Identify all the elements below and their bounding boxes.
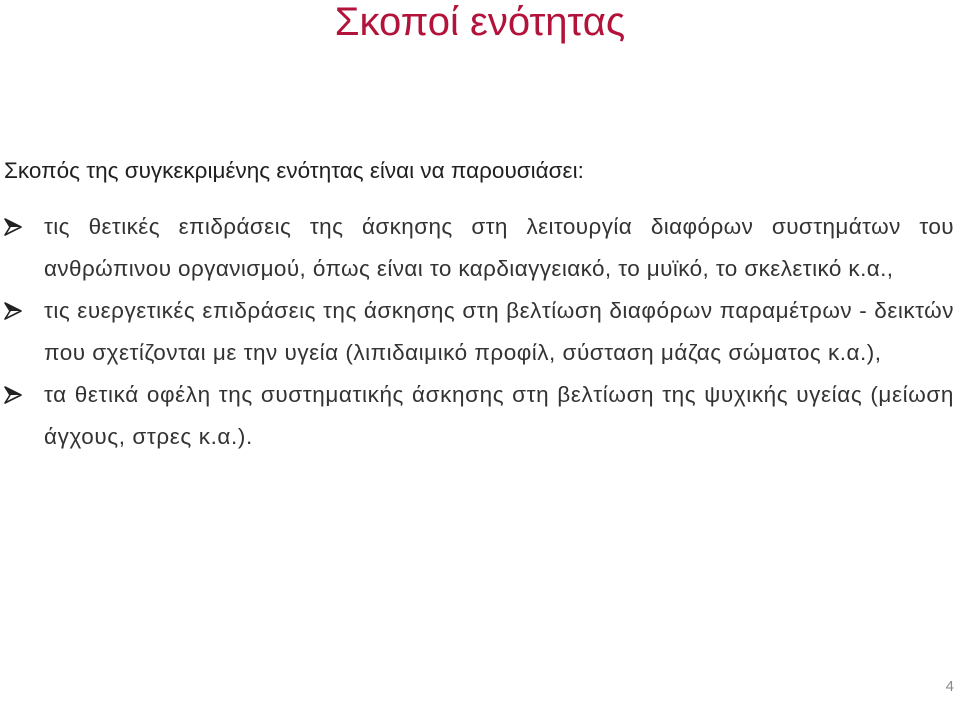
bullet-text: τις θετικές επιδράσεις της άσκησης στη λειτουργία διαφόρων συστημάτων του ανθρώπινου οργανισμού, όπως είναι το καρδιαγγειακό, το μυϊκό, το σκελετικό κ.α., (44, 214, 954, 281)
intro-text: Σκοπός της συγκεκριμένης ενότητας είναι να παρουσιάσει: (4, 158, 584, 183)
bullet-item (0, 290, 960, 374)
bullet-item (0, 206, 960, 290)
arrowhead-bullet-icon (3, 217, 23, 237)
slide-title: Σκοποί ενότητας (334, 0, 626, 44)
page-number: 4 (945, 678, 954, 695)
bullet-text: τα θετικά οφέλη της συστηματικής άσκησης στη βελτίωση της ψυχικής υγείας (μείωση άγχους, στρες κ.α.). (44, 382, 954, 449)
arrowhead-bullet-icon (3, 385, 23, 405)
bullet-text: τις ευεργετικές επιδράσεις της άσκησης στη βελτίωση διαφόρων παραμέτρων - δεικτών που σχετίζονται με την υγεία (λιπιδαιμικό προφίλ, σύσταση μάζας σώματος κ.α.), (44, 298, 954, 365)
bullet-list (0, 206, 960, 458)
arrowhead-bullet-icon (3, 301, 23, 321)
bullet-item (0, 374, 960, 458)
